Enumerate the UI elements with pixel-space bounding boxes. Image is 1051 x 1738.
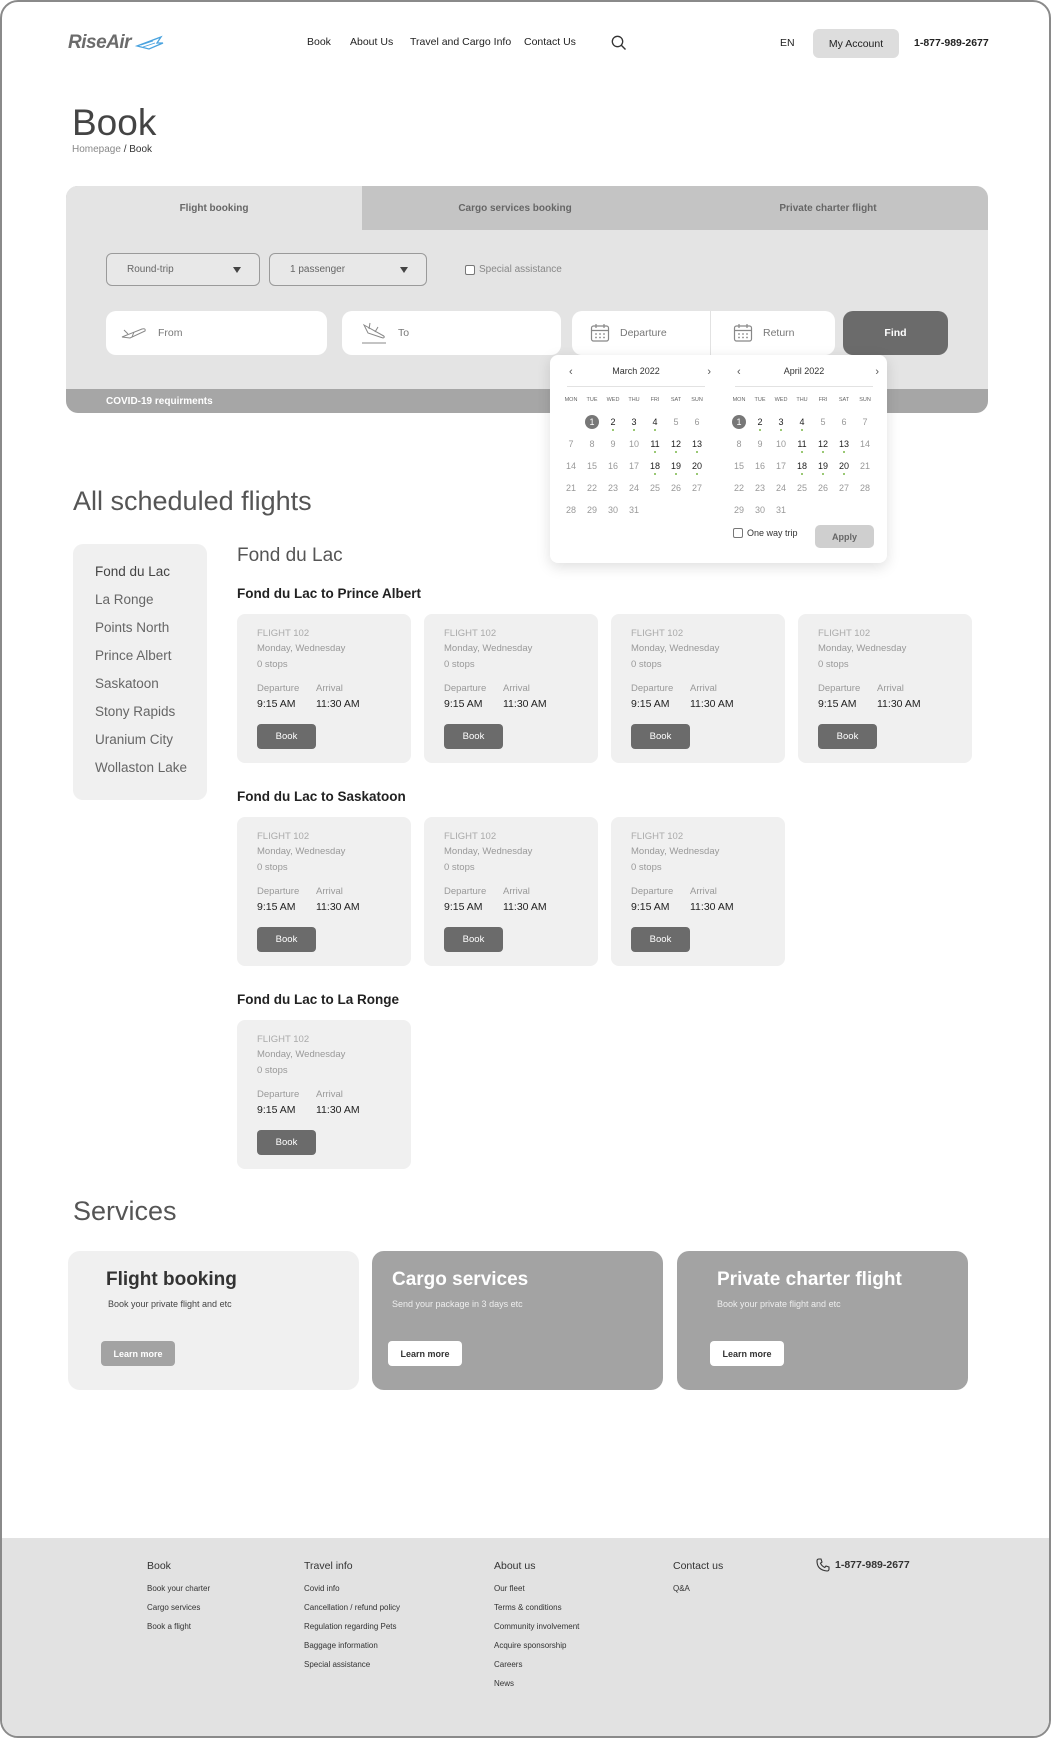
departure-label: Departure — [257, 683, 300, 694]
chevron-down-icon — [233, 267, 241, 273]
service-description: Book your private flight and etc — [108, 1299, 232, 1309]
page-title: Book — [72, 102, 157, 143]
calendar-day[interactable]: 14 — [859, 439, 870, 449]
calendar-day[interactable]: 3 — [771, 414, 791, 430]
calendar-day[interactable]: 9 — [757, 439, 763, 449]
sidebar-item-la-ronge[interactable]: La Ronge — [95, 592, 154, 607]
calendar-day[interactable]: 22 — [733, 483, 744, 493]
arrival-label: Arrival — [690, 683, 717, 694]
arrival-time: 11:30 AM — [503, 901, 547, 913]
calendar-day[interactable]: 21 — [565, 483, 576, 493]
calendar-day[interactable]: 28 — [859, 483, 870, 493]
flight-card — [611, 817, 785, 966]
flight-number: FLIGHT 102 — [631, 831, 684, 842]
weekday-label: MON — [564, 397, 578, 403]
flight-number: FLIGHT 102 — [444, 628, 497, 639]
calendar-day[interactable]: 19 — [813, 458, 833, 474]
date-picker — [550, 355, 887, 563]
weekday-label: THU — [796, 397, 808, 403]
departure-label: Departure — [257, 1089, 300, 1100]
flight-card — [237, 614, 411, 763]
to-field[interactable] — [342, 311, 561, 355]
calendar-day[interactable]: 23 — [607, 483, 618, 493]
book-flight-button[interactable]: Book — [818, 724, 877, 749]
footer-heading: Book — [147, 1560, 171, 1572]
departure-time: 9:15 AM — [444, 901, 483, 913]
footer-link[interactable]: News — [494, 1679, 515, 1688]
footer-column-contact-us — [673, 1560, 723, 1603]
departure-time: 9:15 AM — [631, 698, 670, 710]
calendar-day[interactable]: 8 — [589, 439, 595, 449]
from-field[interactable] — [106, 311, 327, 355]
calendar-day[interactable]: 2 — [750, 414, 770, 430]
footer-heading: Travel info — [304, 1560, 353, 1572]
flight-stops: 0 stops — [444, 659, 475, 670]
departure-field[interactable] — [572, 311, 710, 355]
calendar-icon — [733, 323, 753, 343]
find-button[interactable]: Find — [843, 311, 948, 355]
calendar-day[interactable]: 29 — [733, 505, 744, 515]
weekday-label: THU — [628, 397, 640, 403]
arrival-time: 11:30 AM — [503, 698, 547, 710]
route-title: Fond du Lac to La Ronge — [237, 992, 399, 1007]
calendar-day[interactable]: 3 — [624, 414, 644, 430]
next-month-icon[interactable]: › — [707, 366, 711, 378]
footer-link[interactable]: Regulation regarding Pets — [304, 1622, 397, 1631]
weekday-label: WED — [606, 397, 620, 403]
arrival-label: Arrival — [690, 886, 717, 897]
calendar-day[interactable]: 13 — [834, 436, 854, 452]
calendar-day[interactable]: 11 — [645, 436, 665, 452]
calendar-day[interactable]: 12 — [813, 436, 833, 452]
breadcrumb-separator: / — [120, 144, 130, 155]
return-field[interactable] — [711, 311, 835, 355]
search-icon[interactable] — [611, 35, 627, 51]
weekday-label: TUE — [754, 397, 766, 403]
footer-link[interactable]: Baggage information — [304, 1641, 378, 1650]
departure-time: 9:15 AM — [444, 698, 483, 710]
return-placeholder: Return — [763, 327, 795, 339]
plane-landing-icon — [360, 321, 388, 345]
trip-type-select[interactable] — [106, 253, 260, 286]
trip-type-value: Round-trip — [127, 264, 174, 275]
one-way-trip-label: One way trip — [747, 528, 798, 538]
footer-link[interactable]: Careers — [494, 1660, 523, 1669]
calendar-day[interactable]: 29 — [586, 505, 597, 515]
flight-card — [424, 614, 598, 763]
flight-days: Monday, Wednesday — [444, 846, 533, 857]
calendar-day[interactable]: 19 — [666, 458, 686, 474]
book-flight-button[interactable]: Book — [444, 927, 503, 952]
calendar-day[interactable]: 24 — [775, 483, 786, 493]
footer-link[interactable]: Book your charter — [147, 1584, 211, 1593]
footer-column-about-us — [494, 1560, 579, 1698]
calendar-day[interactable]: 25 — [796, 483, 807, 493]
sidebar-item-prince-albert[interactable]: Prince Albert — [95, 648, 172, 663]
calendar-day[interactable]: 30 — [754, 505, 765, 515]
calendar-day[interactable]: 12 — [666, 436, 686, 452]
calendar-day[interactable]: 20 — [687, 458, 707, 474]
calendar-day[interactable]: 2 — [603, 414, 623, 430]
logo-text: RiseAir — [68, 32, 132, 53]
service-card-private-charter — [677, 1251, 968, 1390]
footer-link[interactable]: Our fleet — [494, 1584, 525, 1593]
flight-stops: 0 stops — [818, 659, 849, 670]
language-selector[interactable]: EN — [780, 37, 795, 49]
calendar-day[interactable]: 25 — [649, 483, 660, 493]
my-account-button[interactable]: My Account — [813, 29, 899, 58]
header — [2, 2, 1051, 86]
weekday-label: SAT — [670, 397, 682, 403]
calendar-icon — [590, 323, 610, 343]
header-phone[interactable]: 1-877-989-2677 — [914, 37, 989, 49]
flight-card — [424, 817, 598, 966]
arrival-time: 11:30 AM — [877, 698, 921, 710]
weekday-label: SUN — [691, 397, 703, 403]
footer-link[interactable]: Cancellation / refund policy — [304, 1603, 401, 1612]
sidebar-item-saskatoon[interactable]: Saskatoon — [95, 676, 159, 691]
footer-link[interactable]: Terms & conditions — [494, 1603, 562, 1612]
flight-days: Monday, Wednesday — [631, 643, 720, 654]
flight-stops: 0 stops — [631, 862, 662, 873]
sidebar-item-uranium-city[interactable]: Uranium City — [95, 732, 174, 747]
calendar-day[interactable]: 24 — [628, 483, 639, 493]
logo[interactable] — [68, 32, 165, 54]
calendar-day[interactable]: 7 — [862, 417, 868, 427]
calendar-day-selected[interactable]: 1 — [582, 414, 602, 430]
departure-time: 9:15 AM — [818, 698, 857, 710]
calendar-day[interactable]: 10 — [628, 439, 639, 449]
calendar-day[interactable]: 18 — [645, 458, 665, 474]
departure-label: Departure — [818, 683, 861, 694]
footer-heading: About us — [494, 1560, 536, 1572]
departure-label: Departure — [257, 886, 300, 897]
calendar-day[interactable]: 30 — [607, 505, 618, 515]
route-title: Fond du Lac to Saskatoon — [237, 789, 406, 804]
calendar-day[interactable]: 5 — [820, 417, 826, 427]
book-flight-button[interactable]: Book — [257, 724, 316, 749]
month-title: April 2022 — [783, 366, 825, 376]
special-assistance-label: Special assistance — [479, 264, 562, 275]
plane-logo-icon — [135, 34, 165, 52]
book-flight-button[interactable]: Book — [631, 724, 690, 749]
flight-number: FLIGHT 102 — [631, 628, 684, 639]
learn-more-button[interactable]: Learn more — [101, 1341, 175, 1366]
flight-card — [798, 614, 972, 763]
footer — [2, 1538, 1051, 1738]
one-way-trip-option[interactable] — [733, 528, 798, 538]
calendar-day[interactable]: 9 — [610, 439, 616, 449]
weekday-label: FRI — [650, 397, 660, 403]
breadcrumb-current: Book — [129, 144, 153, 155]
tab-flight-booking[interactable]: Flight booking — [66, 186, 362, 230]
service-card-flight-booking — [68, 1251, 359, 1390]
footer-column-travel-info — [304, 1560, 400, 1679]
footer-link[interactable]: Q&A — [673, 1584, 690, 1593]
arrival-time: 11:30 AM — [316, 698, 360, 710]
footer-link[interactable]: Acquire sponsorship — [494, 1641, 567, 1650]
month-title: March 2022 — [612, 366, 660, 376]
calendar-day[interactable]: 6 — [694, 417, 700, 427]
next-month-icon[interactable]: › — [875, 366, 879, 378]
footer-link[interactable]: Community involvement — [494, 1622, 580, 1631]
calendar-day[interactable]: 11 — [792, 436, 812, 452]
flight-days: Monday, Wednesday — [257, 1049, 346, 1060]
departure-label: Departure — [631, 683, 674, 694]
month-header — [561, 366, 711, 382]
from-placeholder: From — [158, 327, 183, 339]
footer-column-book — [147, 1560, 210, 1641]
calendar-day[interactable]: 16 — [754, 461, 765, 471]
month-divider — [735, 386, 873, 387]
calendar-day[interactable]: 5 — [673, 417, 679, 427]
departure-placeholder: Departure — [620, 327, 667, 339]
apply-button[interactable]: Apply — [815, 525, 874, 548]
one-way-trip-checkbox[interactable] — [733, 528, 743, 538]
calendar-day[interactable]: 31 — [628, 505, 639, 515]
calendar-day[interactable]: 28 — [565, 505, 576, 515]
weekday-label: MON — [732, 397, 746, 403]
departure-label: Departure — [444, 683, 487, 694]
weekday-label: SUN — [859, 397, 871, 403]
prev-month-icon[interactable]: ‹ — [569, 366, 573, 378]
departure-time: 9:15 AM — [257, 1104, 296, 1116]
sidebar-item-wollaston-lake[interactable]: Wollaston Lake — [95, 760, 188, 775]
book-flight-button[interactable]: Book — [444, 724, 503, 749]
calendar-day[interactable]: 10 — [775, 439, 786, 449]
month-header — [729, 366, 879, 382]
footer-phone-number: 1-877-989-2677 — [835, 1559, 910, 1571]
footer-link[interactable]: Cargo services — [147, 1603, 201, 1612]
departure-time: 9:15 AM — [257, 901, 296, 913]
calendar-day[interactable]: 21 — [859, 461, 870, 471]
covid-requirements-label: COVID-19 requirments — [106, 395, 213, 407]
weekday-label: FRI — [818, 397, 828, 403]
calendar-day[interactable]: 15 — [586, 461, 597, 471]
dates-field — [572, 311, 835, 355]
flight-days: Monday, Wednesday — [631, 846, 720, 857]
flight-number: FLIGHT 102 — [257, 1034, 310, 1045]
tab-cargo-services-booking[interactable]: Cargo services booking — [458, 202, 572, 214]
weekday-label: WED — [774, 397, 788, 403]
calendar-day[interactable]: 16 — [607, 461, 618, 471]
flight-number: FLIGHT 102 — [444, 831, 497, 842]
flight-stops: 0 stops — [257, 1065, 288, 1076]
selected-city-title: Fond du Lac — [237, 545, 343, 566]
calendar-day[interactable]: 26 — [817, 483, 828, 493]
flight-days: Monday, Wednesday — [818, 643, 907, 654]
calendar-day[interactable]: 27 — [691, 483, 702, 493]
flight-stops: 0 stops — [444, 862, 475, 873]
flight-number: FLIGHT 102 — [257, 831, 310, 842]
flight-card — [237, 1020, 411, 1169]
calendar-day[interactable]: 31 — [775, 505, 786, 515]
tab-private-charter-flight[interactable]: Private charter flight — [779, 202, 877, 214]
special-assistance-checkbox[interactable] — [465, 265, 475, 275]
service-description: Send your package in 3 days etc — [392, 1299, 523, 1309]
calendar-day[interactable]: 17 — [775, 461, 786, 471]
calendar-day[interactable]: 15 — [733, 461, 744, 471]
breadcrumb — [72, 144, 152, 155]
arrival-label: Arrival — [503, 886, 530, 897]
sidebar-item-points-north[interactable]: Points North — [95, 620, 170, 635]
arrival-label: Arrival — [316, 683, 343, 694]
flight-stops: 0 stops — [631, 659, 662, 670]
departure-time: 9:15 AM — [631, 901, 670, 913]
calendar-day[interactable]: 26 — [670, 483, 681, 493]
prev-month-icon[interactable]: ‹ — [737, 366, 741, 378]
nav-contact-us[interactable]: Contact Us — [524, 36, 576, 48]
plane-takeoff-icon — [120, 325, 148, 341]
weekday-label: TUE — [586, 397, 598, 403]
calendar-day[interactable]: 4 — [792, 414, 812, 430]
calendar-day[interactable]: 6 — [841, 417, 847, 427]
calendar-day[interactable]: 20 — [834, 458, 854, 474]
chevron-down-icon — [400, 267, 408, 273]
arrival-label: Arrival — [316, 886, 343, 897]
calendar-day[interactable]: 13 — [687, 436, 707, 452]
learn-more-button[interactable]: Learn more — [388, 1341, 462, 1366]
booking-tabs — [66, 186, 988, 230]
flight-stops: 0 stops — [257, 862, 288, 873]
weekday-label: SAT — [838, 397, 850, 403]
service-title: Flight booking — [106, 1269, 237, 1290]
departure-label: Departure — [444, 886, 487, 897]
arrival-time: 11:30 AM — [316, 901, 360, 913]
footer-link[interactable]: Special assistance — [304, 1660, 371, 1669]
services-title: Services — [73, 1196, 177, 1226]
nav-about-us[interactable]: About Us — [350, 36, 394, 48]
flight-stops: 0 stops — [257, 659, 288, 670]
month-divider — [567, 386, 705, 387]
flight-card — [237, 817, 411, 966]
sidebar-item-stony-rapids[interactable]: Stony Rapids — [95, 704, 176, 719]
sidebar-item-fond-du-lac[interactable]: Fond du Lac — [95, 564, 171, 579]
calendar-day[interactable]: 27 — [838, 483, 849, 493]
calendar-day[interactable]: 14 — [565, 461, 576, 471]
arrival-label: Arrival — [316, 1089, 343, 1100]
calendar-day-selected[interactable]: 1 — [729, 414, 749, 430]
phone-icon — [816, 1558, 830, 1572]
footer-heading: Contact us — [673, 1560, 724, 1572]
arrival-time: 11:30 AM — [690, 698, 734, 710]
service-description: Book your private flight and etc — [717, 1299, 841, 1309]
special-assistance-option[interactable] — [465, 264, 562, 275]
flight-number: FLIGHT 102 — [818, 628, 871, 639]
footer-link[interactable]: Book a flight — [147, 1622, 192, 1631]
departure-label: Departure — [631, 886, 674, 897]
calendar-day[interactable]: 7 — [568, 439, 574, 449]
flight-number: FLIGHT 102 — [257, 628, 310, 639]
service-title: Private charter flight — [717, 1269, 902, 1290]
calendar-day[interactable]: 18 — [792, 458, 812, 474]
route-title: Fond du Lac to Prince Albert — [237, 586, 422, 601]
nav-travel-cargo-info[interactable]: Travel and Cargo Info — [410, 36, 512, 48]
nav-book[interactable]: Book — [307, 36, 331, 48]
arrival-label: Arrival — [503, 683, 530, 694]
book-flight-button[interactable]: Book — [257, 1130, 316, 1155]
footer-phone[interactable] — [816, 1558, 910, 1572]
flight-card — [611, 614, 785, 763]
calendar-day[interactable]: 23 — [754, 483, 765, 493]
flight-days: Monday, Wednesday — [257, 846, 346, 857]
passenger-value: 1 passenger — [290, 264, 346, 275]
footer-link[interactable]: Covid info — [304, 1584, 340, 1593]
calendar-day[interactable]: 22 — [586, 483, 597, 493]
calendar-day[interactable]: 8 — [736, 439, 742, 449]
arrival-time: 11:30 AM — [316, 1104, 360, 1116]
book-flight-button[interactable]: Book — [631, 927, 690, 952]
passenger-select[interactable] — [269, 253, 427, 286]
arrival-time: 11:30 AM — [690, 901, 734, 913]
to-placeholder: To — [398, 327, 410, 339]
service-card-cargo-services — [372, 1251, 663, 1390]
breadcrumb-home[interactable]: Homepage — [72, 144, 121, 155]
scheduled-flights-title: All scheduled flights — [73, 486, 312, 516]
calendar-day[interactable]: 4 — [645, 414, 665, 430]
arrival-label: Arrival — [877, 683, 904, 694]
book-flight-button[interactable]: Book — [257, 927, 316, 952]
flight-days: Monday, Wednesday — [257, 643, 346, 654]
city-sidebar — [73, 544, 207, 800]
service-title: Cargo services — [392, 1269, 529, 1290]
flight-days: Monday, Wednesday — [444, 643, 533, 654]
learn-more-button[interactable]: Learn more — [710, 1341, 784, 1366]
calendar-day[interactable]: 17 — [628, 461, 639, 471]
departure-time: 9:15 AM — [257, 698, 296, 710]
